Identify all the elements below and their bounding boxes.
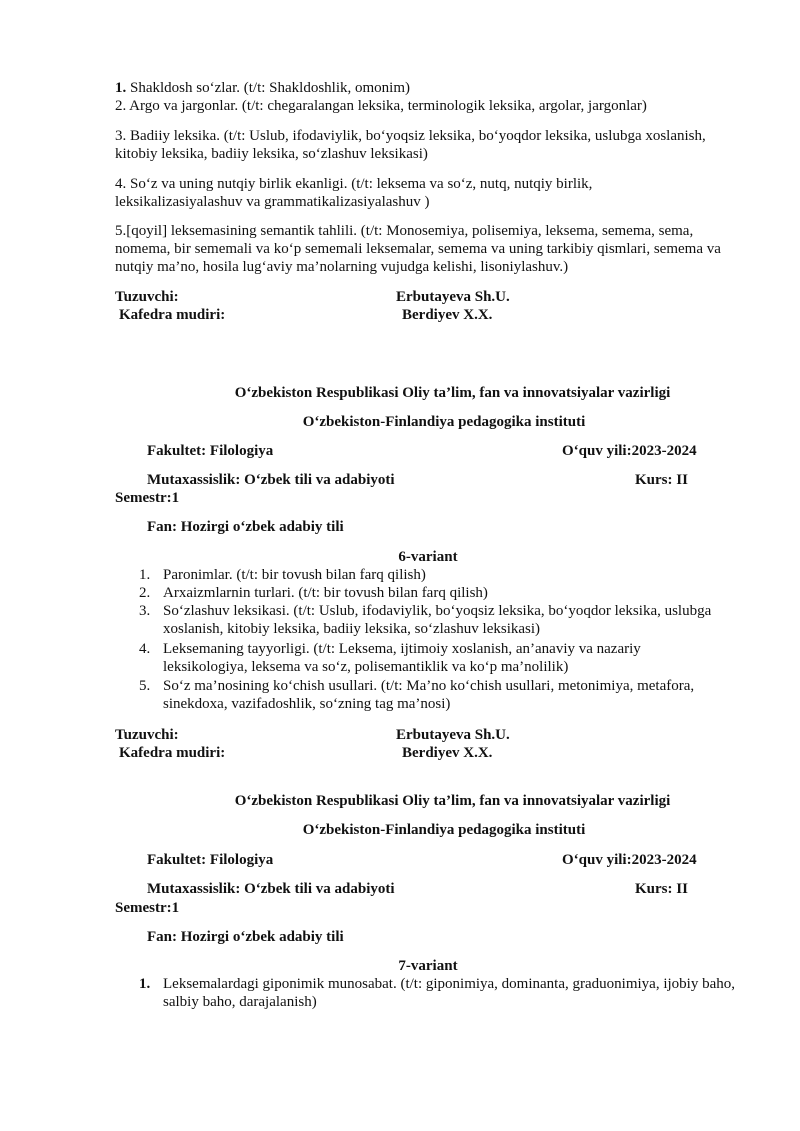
item-number: 2. [115,98,127,114]
item-number: 5. [139,678,151,694]
fakultet-label: Fakultet: Filologiya [147,443,274,459]
kafedra-label: Kafedra mudiri: [119,745,226,761]
fakultet-label: Fakultet: Filologiya [147,852,274,868]
item-number: 4. [115,176,127,192]
institute-title: O‘zbekiston-Finlandiya pedagogika instituti [302,414,586,430]
item-number: 1. [115,80,127,96]
list-item: Paronimlar. (t/t: bir tovush bilan farq qilish) [163,567,426,583]
item-number: 5. [115,223,127,239]
academic-year: O‘quv yili:2023-2024 [562,443,697,459]
list-item: So‘zlashuv leksikasi. (t/t: Uslub, ifodaviylik, bo‘yoqsiz leksika, bo‘yoqdor leksika, uslubga xoslanish, kitobiy leksika, badiiy leksika, so‘zlashuv leksikasi) [163,603,712,637]
kafedra-name: Berdiyev X.X. [402,307,493,323]
tuzuvchi-name: Erbutayeva Sh.U. [396,289,510,305]
kurs-label: Kurs: II [635,472,688,488]
fan-label: Fan: Hozirgi o‘zbek adabiy tili [147,519,344,535]
item-number: 4. [139,641,151,657]
list-item: Leksemaning tayyorligi. (t/t: Leksema, ijtimoiy xoslanish, an’anaviy va nazariy leksikologiya, leksema va so‘z, polisemantiklik va ko‘p ma’nolilik) [163,641,641,675]
ministry-title: O‘zbekiston Respublikasi Oliy ta’lim, fan va innovatsiyalar vazirligi [234,385,671,401]
kafedra-name: Berdiyev X.X. [402,745,493,761]
item-number: 1. [139,567,151,583]
tuzuvchi-name: Erbutayeva Sh.U. [396,727,510,743]
list-item [115,222,745,276]
item-number: 3. [115,128,127,144]
list-item [115,79,755,97]
item-text: So‘z va uning nutqiy birlik ekanligi. (t/t: leksema va so‘z, nutq, nutqiy birlik, leksikalizasiyalashuv va grammatikalizasiyalashuv ) [115,176,593,210]
ministry-title: O‘zbekiston Respublikasi Oliy ta’lim, fan va innovatsiyalar vazirligi [234,793,671,809]
fan-label: Fan: Hozirgi o‘zbek adabiy tili [147,929,344,945]
item-number: 2. [139,585,151,601]
institute-title: O‘zbekiston-Finlandiya pedagogika instituti [302,822,586,838]
mutaxassislik-label: Mutaxassislik: O‘zbek tili va adabiyoti [147,881,395,897]
tuzuvchi-label: Tuzuvchi: [115,289,179,305]
list-item: Leksemalardagi giponimik munosabat. (t/t: giponimiya, dominanta, graduonimiya, ijobiy baho, salbiy baho, darajalanish) [163,976,735,1010]
item-text: Shakldosh so‘zlar. (t/t: Shakldoshlik, omonim) [126,80,410,96]
tuzuvchi-label: Tuzuvchi: [115,727,179,743]
semestr-label: Semestr:1 [115,900,180,916]
item-number: 1. [139,976,151,992]
item-text: Argo va jargonlar. (t/t: chegaralangan leksika, terminologik leksika, argolar, jargonlar) [126,98,647,114]
item-number: 3. [139,603,151,619]
academic-year: O‘quv yili:2023-2024 [562,852,697,868]
item-text: [qoyil] leksemasining semantik tahlili. (t/t: Monosemiya, polisemiya, leksema, semema, sema, nomema, bir sememali va ko‘p sememali leksemalar, semema va uning tarkibiy qismlari, semema va nutqiy ma’no, hosila lug‘aviy ma’nolarning vujudga kelishi, lisoniylashuv.) [115,223,721,275]
semestr-label: Semestr:1 [115,490,180,506]
list-item [115,97,755,115]
list-item: Arxaizmlarnin turlari. (t/t: bir tovush bilan farq qilish) [163,585,488,601]
list-item: So‘z ma’nosining ko‘chish usullari. (t/t: Ma’no ko‘chish usullari, metonimiya, metafora, sinekdoxa, vazifadoshlik, so‘zning tag ma’nosi) [163,678,695,712]
variant-title: 7-variant [398,958,458,974]
mutaxassislik-label: Mutaxassislik: O‘zbek tili va adabiyoti [147,472,395,488]
item-text: Badiiy leksika. (t/t: Uslub, ifodaviylik, bo‘yoqsiz leksika, bo‘yoqdor leksika, uslubga xoslanish, kitobiy leksika, badiiy leksika, so‘zlashuv leksikasi) [115,128,706,162]
list-item [115,175,675,211]
kafedra-label: Kafedra mudiri: [119,307,226,323]
variant-title: 6-variant [398,549,458,565]
kurs-label: Kurs: II [635,881,688,897]
list-item [115,127,715,163]
